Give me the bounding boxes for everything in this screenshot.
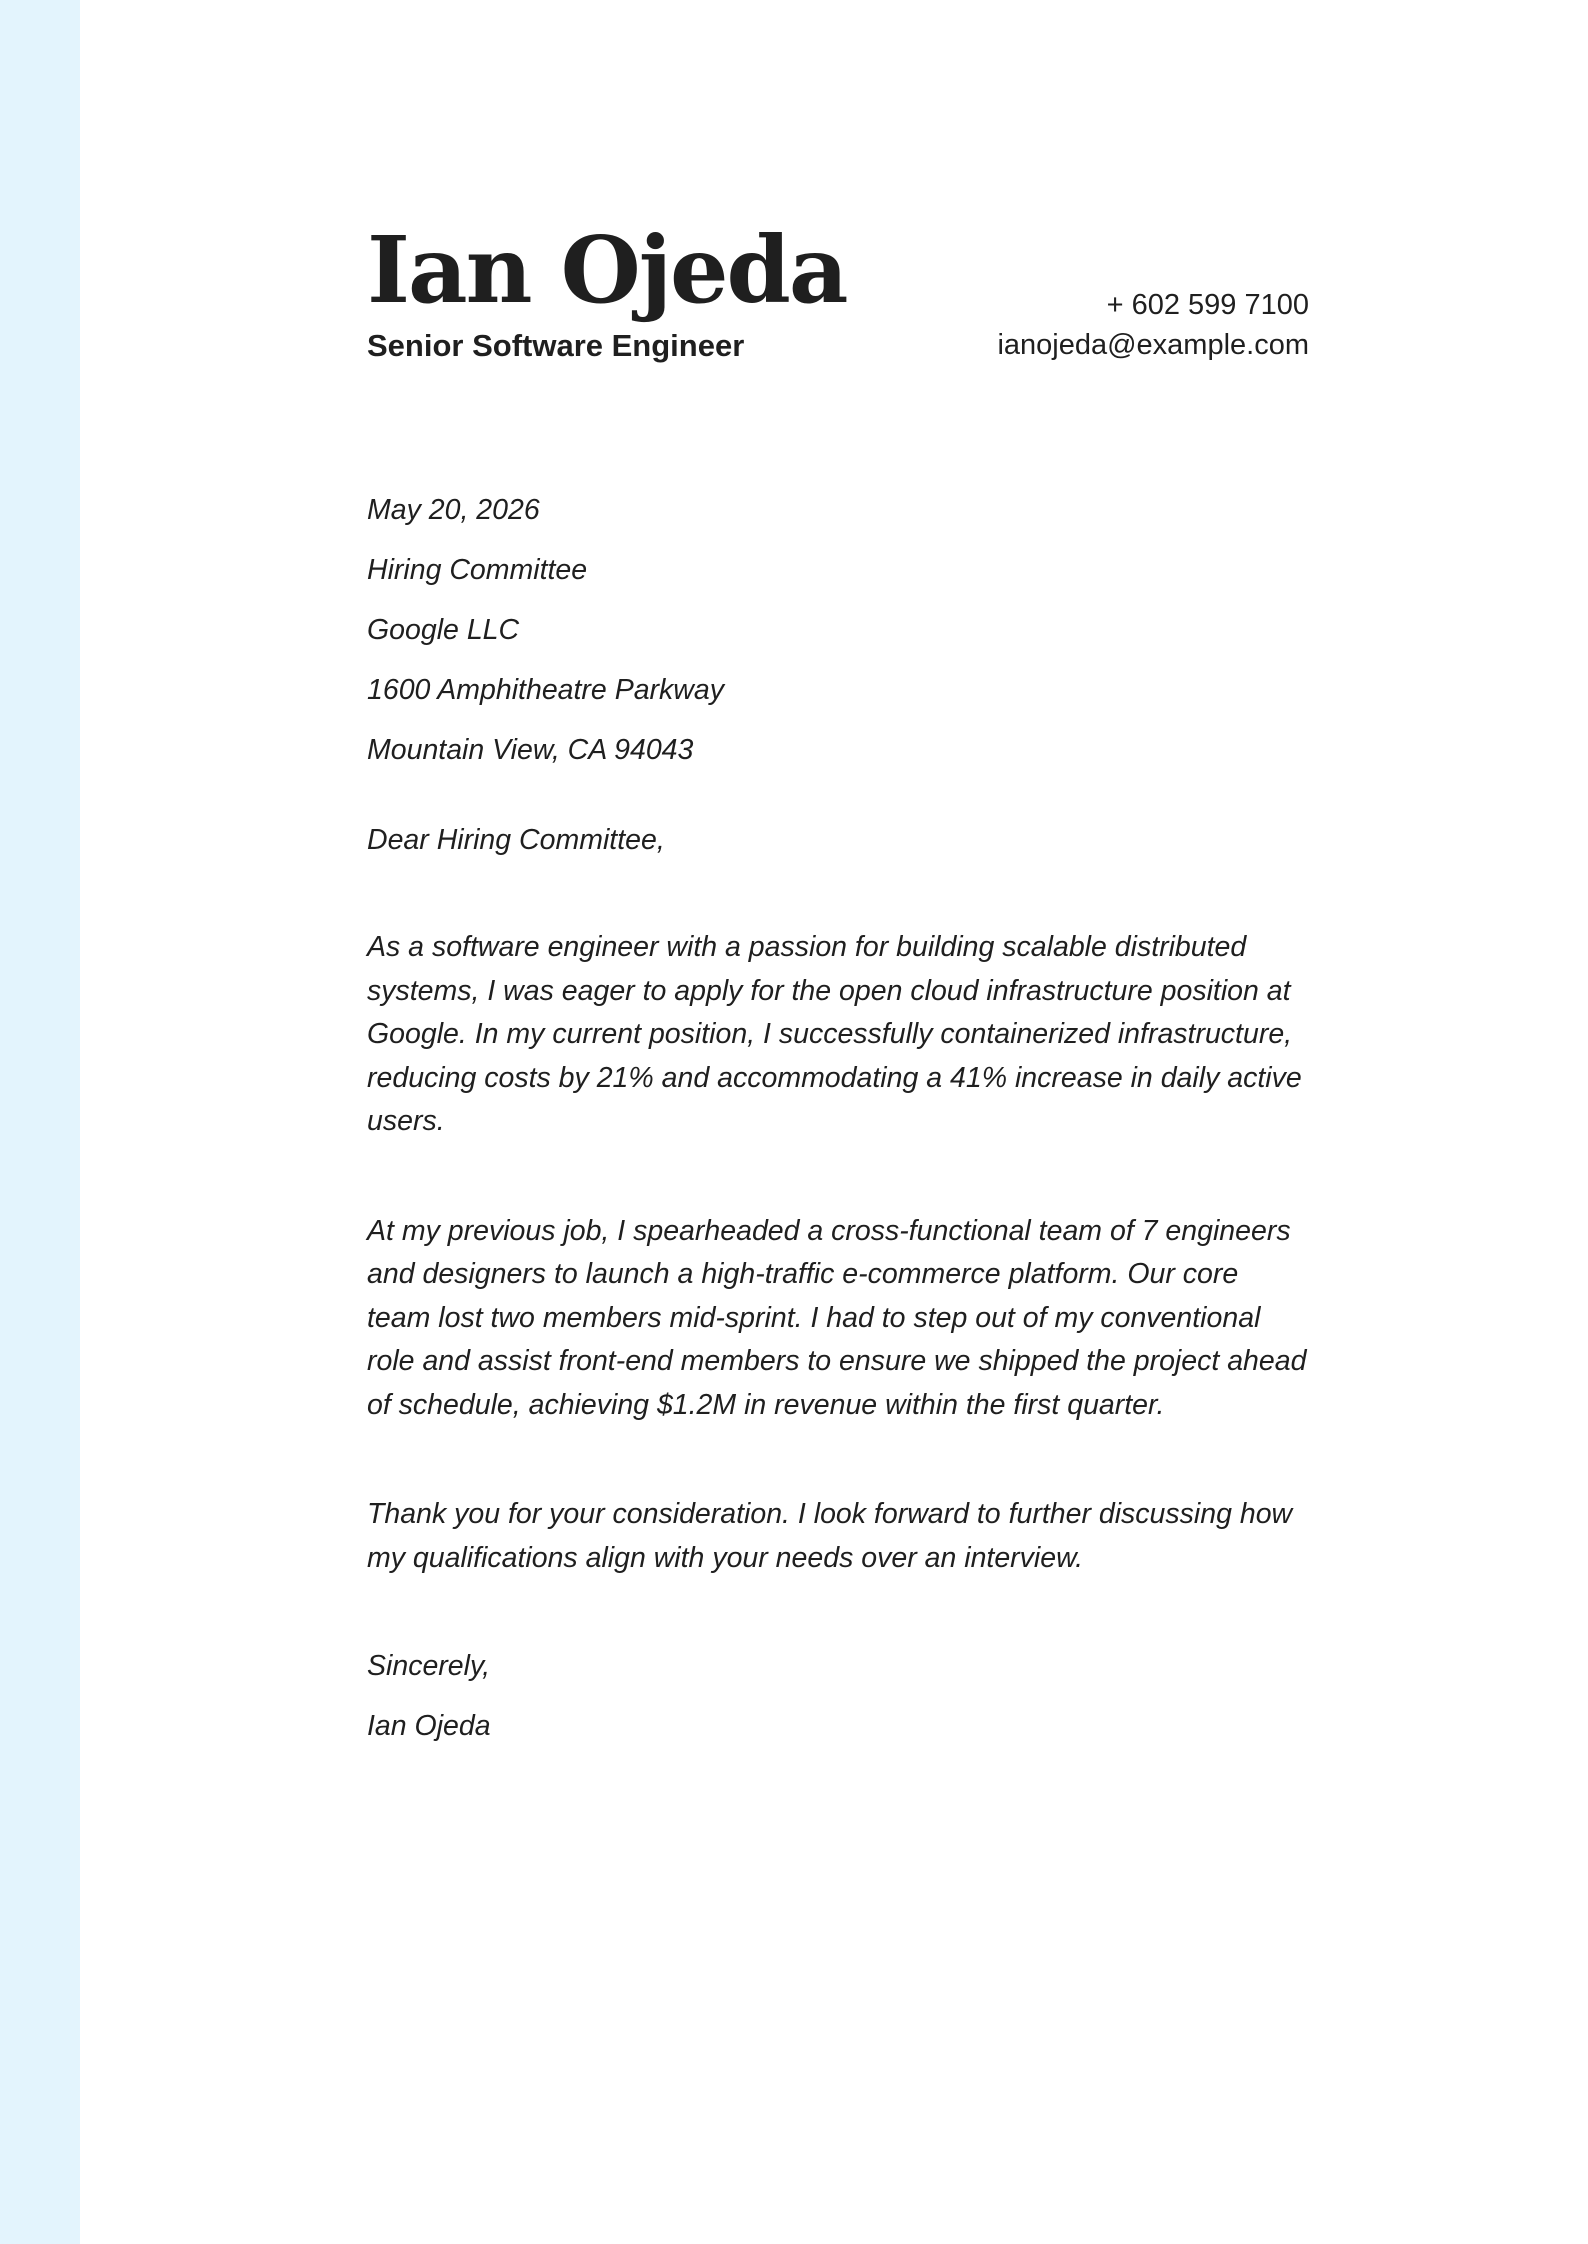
- letter-body: [367, 490, 1309, 1746]
- closing: Sincerely,: [367, 1650, 491, 1682]
- applicant-title: Senior Software Engineer: [367, 328, 745, 363]
- letter-date: May 20, 2026: [367, 494, 540, 526]
- body-paragraph-1: As a software engineer with a passion for building scalable distributed systems, I was eager to apply for the open cloud infrastructure position at Google. In my current position, I successfully containerized infrastructure, reducing costs by 21% and accommodating a 41% increase in daily active users.: [367, 931, 1302, 1137]
- applicant-name: Ian Ojeda: [367, 216, 847, 324]
- recipient-line: Hiring Committee: [367, 554, 588, 586]
- email-address: ianojeda@example.com: [997, 329, 1309, 361]
- body-paragraph-2: At my previous job, I spearheaded a cross-functional team of 7 engineers and designers to launch a high-traffic e-commerce platform. Our core team lost two members mid-sprint. I had to step out of my conventional role and assist front-end members to ensure we shipped the project ahead of schedule, achieving $1.2M in revenue within the first quarter.: [367, 1214, 1307, 1421]
- recipient-street: 1600 Amphitheatre Parkway: [367, 674, 724, 706]
- side-accent-stripe: [0, 0, 80, 2244]
- phone-number: + 602 599 7100: [1106, 289, 1309, 321]
- contact-info: [997, 285, 1309, 365]
- signature: Ian Ojeda: [367, 1710, 491, 1742]
- recipient-city: Mountain View, CA 94043: [367, 734, 694, 766]
- letter-header: [367, 215, 1309, 375]
- recipient-company: Google LLC: [367, 614, 520, 646]
- salutation: Dear Hiring Committee,: [367, 824, 665, 856]
- cover-letter-page: [367, 0, 1309, 2244]
- body-paragraph-3: Thank you for your consideration. I look forward to further discussing how my qualifications align with your needs over an interview.: [367, 1498, 1293, 1574]
